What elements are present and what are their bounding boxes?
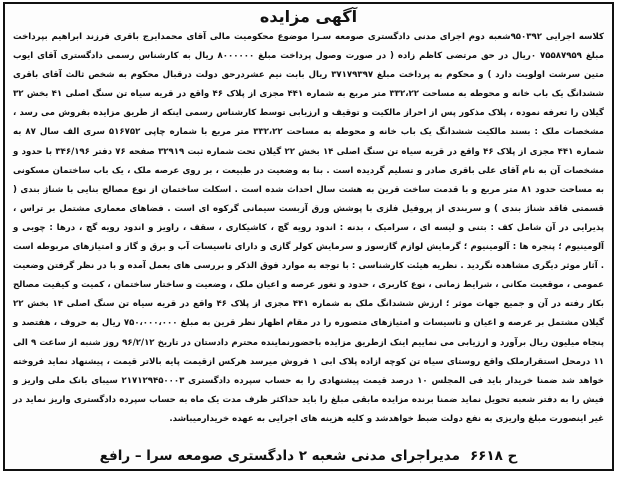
notice-code: ح ۶۶۱۸ <box>469 448 518 464</box>
notice-title: آگهی مزایده <box>259 7 358 26</box>
notice-signature: مدیراجرای مدنی شعبه ۲ دادگستری صومعه سرا – رافع <box>99 448 460 464</box>
auction-notice <box>3 2 614 471</box>
notice-body: کلاسه اجرایی ۹۵۰۳۹۲شعبه دوم اجرای مدنی دادگستری صومعه سـرا موضوع محکومیت مالی آقای محمدایرج باقری فرزند ابراهیم بپرداخت مبلغ ۷۵۵۸۷۹۵۹ ۰ریال در حق مرتضی کاظم زاده ( در صورت وصول پرداخت مبلغ ۸۰۰۰۰۰۰ ریال به کارشناس رسمی دادگستری آقای ایوب متین سرشت اولویت دارد ) و محکوم به پرداخت مبلغ ۳۷۱۷۹۳۹۷ ریال بابت نیم عشردرحق دولت درقبال محکوم به شخص ثالث آقای باقری ششدانگ یک باب خانه و محوطه به مساحت ۳۳۲،۲۲ متر مربع به شماره ۴۴۱ مجزی از پلاک ۴۶ واقع در قریه سیاه تن سنگ اصلی ۴۱ بخش ۳۲ گیلان را تعرفه نموده ، پلاک مذکور پس از احراز مالکیت و توقیف و ارزیابی توسط کارشناس رسمی اینکه از طریق مزایده بفروش می رسد ، مشخصات ملک : بسند مالکیت ششدانگ یک باب خانه و محوطه به مساحت ۳۳۲،۲۲ متر مربع با شماره چاپی ۵۱۶۷۵۲ سری الف سال ۸۷ به شماره ۴۴۱ مجزی از پلاک ۴۶ واقع در قریه سیاه تن سنگ اصلی ۱۴ بخش ۲۲ گیلان تحت شماره ثبت ۳۲۹۱۹ صفحه ۷۶ دفتر ۳۴۶/۱۹۶ با حدود و مشخصات آن به نام آقای علی باقری صادر و تسلیم گردیده است . بنا به وضعیت در طبیعت ، بر روی عرصه ملک ، یک باب ساختمان مسکونی به مساحت حدود ۸۱ متر مربع و با قدمت ساخت قرین به هشت سال احداث شده است . اسکلت ساختمان از نوع مصالح بنایی با شناژ بندی ( قسمتی فاقد شناژ بندی ) و سربندی از پروفیل فلزی با پوشش ورق آزبست سیمانی گرکوه ای است . فضاهای معماری مشتمل بر تراس ، پذیرایی در آن شامل کف : بتنی و لیسه ای ، سرامیک ، بدنه : اندود رویه گچ ، کاشیکاری ، سقف ، راویز و اندود رویه گچ ، درها : چوبی و آلومینیوم ؛ پنجره ها : آلومینیوم ؛ گرمایش لوازم گازسوز و سرمایش کولر گازی و دارای تاسیسات آب و برق و گاز و امتیازهای مربوطه است . آثار موثر دیگری مشاهده نگردید . نظریه هیئت کارشناسی : با توجه به موارد فوق الذکر و بررسی های بعمل آمده و با در نظر گرفتن وضعیت عمومی ، موقعیت مکانی ، شرایط زمانی ، نوع کاربری ، حدود و تغور عرصه و اعیان ملک ، وضعیت و ساختار ساختمان ، کمیت و کیفیت مصالح بکار رفته در آن و جمیع جهات موثر ؛ ارزش ششدانگ ملک به شماره ۴۴۱ مجزی از پلاک ۴۶ واقع در قریه سیاه تن سنگ اصلی ۱۴ بخش ۲۲ گیلان مشتمل بر عرصه و اعیان و تاسیسات و امتیازهای متصوره را در مقام اظهار نظر قرین به مبلغ ۷۵۰،۰۰۰،۰۰۰ ریال به حروف ، هفتصد و پنجاه میلیون ریال برآورد و ارزیابی می نماییم اینک ازطریق مزایده باحضورنماینده محترم دادستان در تاریخ ۹۶/۲/۱۲ روز شنبه از ساعت ۹ الی ۱۱ درمحل استقرارملک واقع روستای سیاه تن کوچه ازاده پلاک ابی ۱ فروش میرسد هرکس ازقیمت پایه بالاتر قیمت ، پیشنهاد نماید فروخته خواهد شد ضمنا خریدار باید فی المجلس ۱۰ درصد قیمت پیشنهادی را به حساب سپرده دادگستری ۲۱۷۱۲۹۴۵۰۰۰۳ سیبای بانک ملی واریز و فیش را به دفتر شعبه تحویل نماید ضمنا برنده مزایده مابقی مبلغ را باید حداکثر ظرف مدت یک ماه به حساب سپرده دادگستری واریز نماید در غیر اینصورت مبلغ واریزی به نفع دولت ضبط خواهدشد و کلیه هزینه های اجرایی به عهده خریدارمیباشد. <box>13 32 604 424</box>
notice-footer <box>11 445 606 467</box>
